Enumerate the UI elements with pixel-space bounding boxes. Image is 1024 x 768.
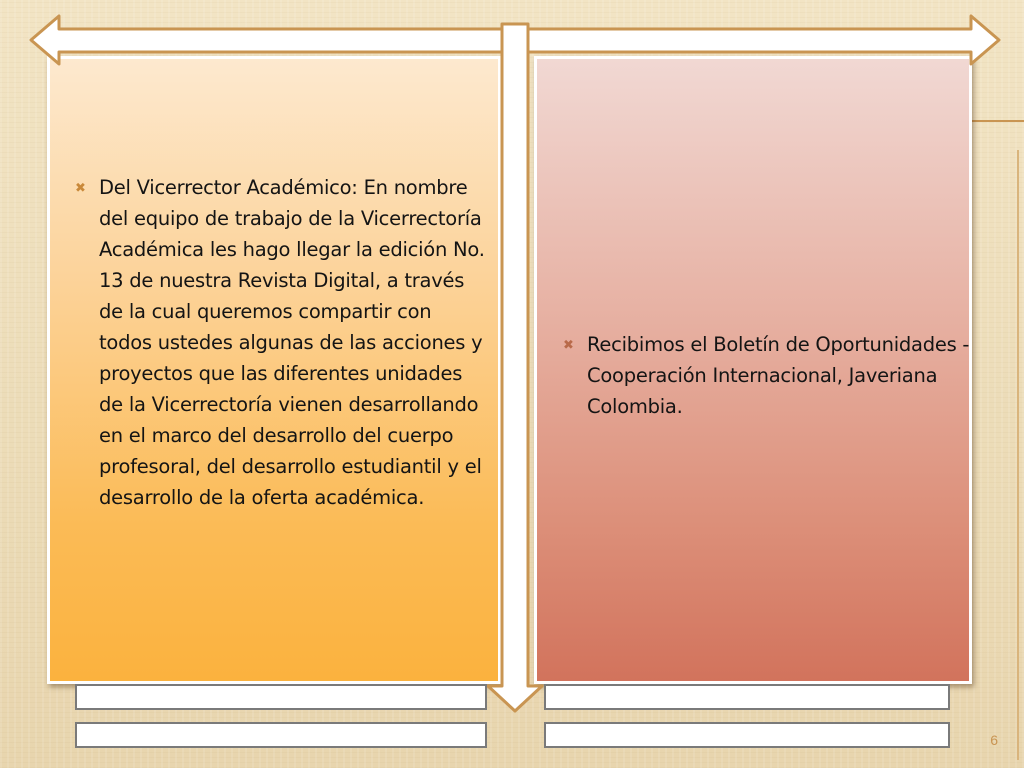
bottom-box-left-1 — [75, 684, 487, 710]
slide-page-number: 6 — [990, 732, 998, 748]
bottom-box-left-2 — [75, 722, 487, 748]
bottom-box-right-2 — [544, 722, 950, 748]
left-bullet-text: Del Vicerrector Académico: En nombre del equipo de trabajo de la Vicerrectoría Académica les hago llegar la edición No. 13 de nuestra Revista Digital, a través de la cual queremos compartir con todos ustedes algunas de las acciones y proyectos que las diferentes unidades de la Vicerrectoría vienen desarrollando en el marco del desarrollo del cuerpo profesoral, del desarrollo estudiantil y el desarrollo de la oferta académica. — [99, 176, 485, 509]
cross-bullet-icon: ✖ — [75, 180, 86, 195]
right-bullet-text: Recibimos el Boletín de Oportunidades - Cooperación Internacional, Javeriana Colombia. — [587, 333, 970, 418]
left-arrow-shape — [31, 16, 508, 64]
right-arrow-shape — [528, 16, 999, 64]
down-arrow-shape — [488, 24, 542, 711]
cross-bullet-icon: ✖ — [563, 337, 574, 352]
bottom-box-right-1 — [544, 684, 950, 710]
